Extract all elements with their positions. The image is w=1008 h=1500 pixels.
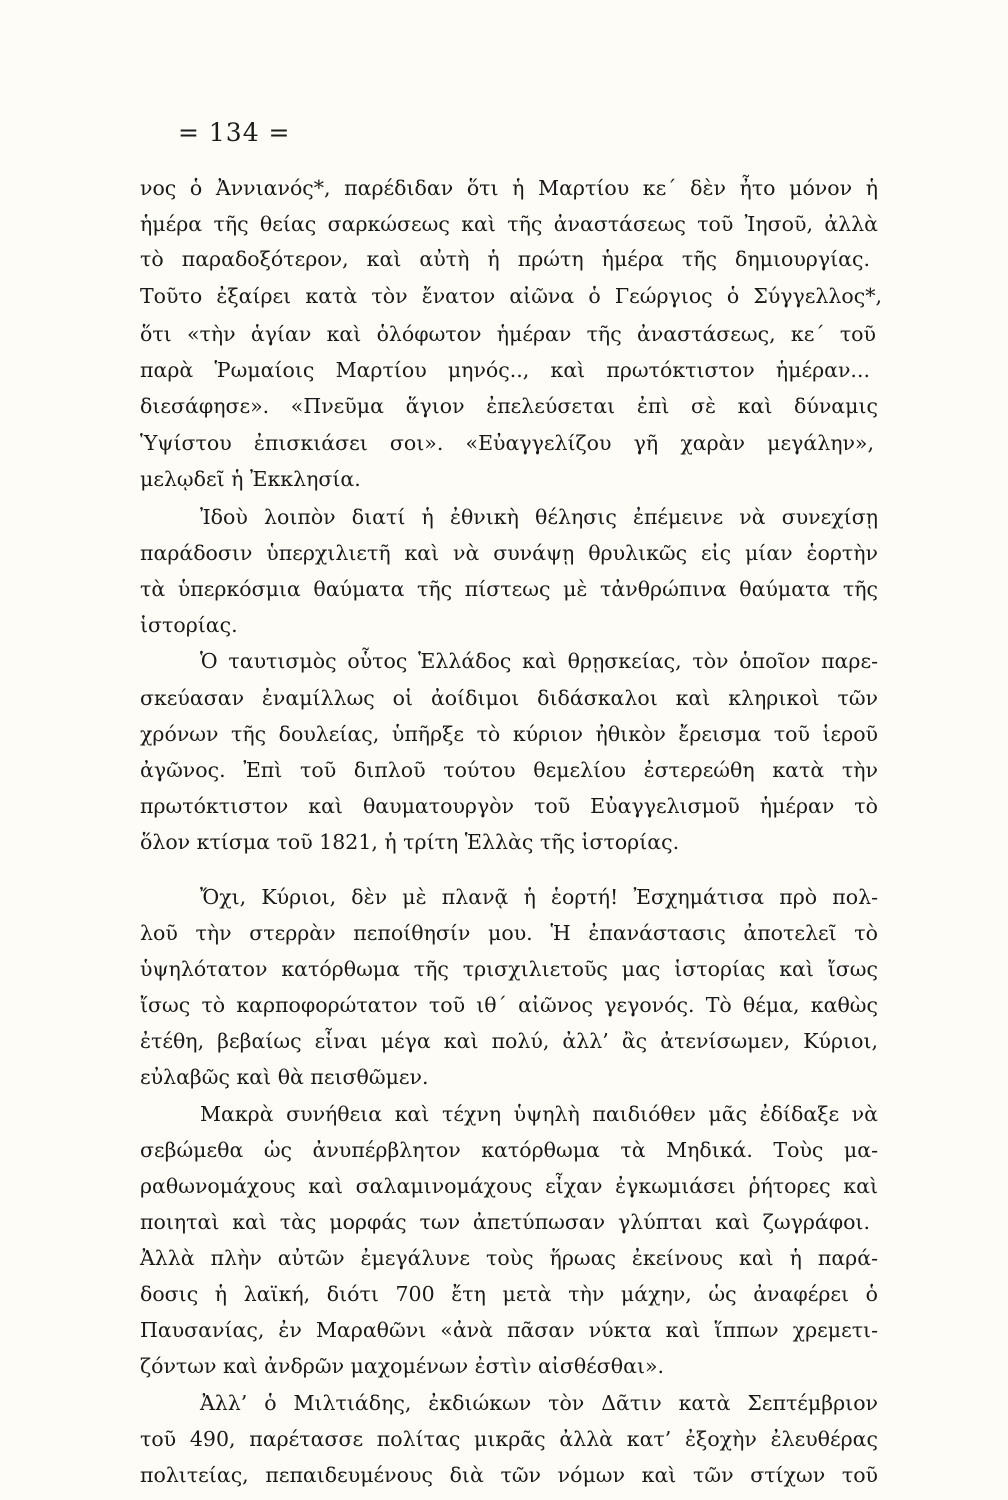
text-line: τὰ ὑπερκόσμια θαύματα τῆς πίστεως μὲ τἀνθρώπινα θαύματα τῆς [140,577,878,601]
text-line: ζόντων καὶ ἀνδρῶν μαχομένων ἐστὶν αἰσθέσθαι». [140,1354,665,1378]
text-line: ραθωνομάχους καὶ σαλαμινομάχους εἶχαν ἐγκωμιάσει ῥήτορες καὶ [140,1174,878,1198]
text-line: ποιηταὶ καὶ τὰς μορφάς των ἀπετύπωσαν γλύπται καὶ ζωγράφοι. [140,1210,870,1234]
text-line: σεβώμεθα ὡς ἀνυπέρβλητον κατόρθωμα τὰ Μηδικά. Τοὺς μα- [140,1138,878,1162]
text-line: ὑψηλότατον κατόρθωμα τῆς τρισχιλιετοῦς μας ἱστορίας καὶ ἴσως [140,957,878,981]
text-line: χρόνων τῆς δουλείας, ὑπῆρξε τὸ κύριον ἠθικὸν ἔρεισμα τοῦ ἱεροῦ [140,722,878,746]
text-line: Τοῦτο ἐξαίρει κατὰ τὸν ἔνατον αἰῶνα ὁ Γεώργιος ὁ Σύγγελλος*, [140,284,882,308]
text-line: Παυσανίας, ἐν Μαραθῶνι «ἀνὰ πᾶσαν νύκτα καὶ ἵππων χρεμετι- [140,1318,878,1342]
text-line: μελῳδεῖ ἡ Ἐκκλησία. [140,467,361,491]
text-line: Ὁ ταυτισμὸς οὗτος Ἑλλάδος καὶ θρῃσκείας, τὸν ὁποῖον παρε- [200,649,878,673]
text-line: τοῦ 490, παρέτασσε πολίτας μικρᾶς ἀλλὰ κατ’ ἐξοχὴν ἐλευθέρας [140,1427,878,1451]
text-line: ὅλον κτίσμα τοῦ 1821, ἡ τρίτη Ἑλλὰς τῆς ἱστορίας. [140,830,680,854]
text-line: Ἀλλὰ πλὴν αὐτῶν ἐμεγάλυνε τοὺς ἥρωας ἐκείνους καὶ ἡ παρά- [140,1246,878,1270]
text-line: εὐλαβῶς καὶ θὰ πεισθῶμεν. [140,1065,429,1089]
text-line: Ἀλλ’ ὁ Μιλτιάδης, ἐκδιώκων τὸν Δᾶτιν κατὰ Σεπτέμβριον [200,1391,878,1415]
text-line: Ὑψίστου ἐπισκιάσει σοι». «Εὐαγγελίζου γῆ χαρὰν μεγάλην», [140,431,874,455]
text-line: νος ὁ Ἀννιανός*, παρέδιδαν ὅτι ἡ Μαρτίου κε΄ δὲν ἦτο μόνον ἡ [140,176,878,200]
text-line: Ὄχι, Κύριοι, δὲν μὲ πλανᾷ ἡ ἑορτή! Ἐσχημάτισα πρὸ πολ- [200,885,878,909]
text-line: ἀγῶνος. Ἐπὶ τοῦ διπλοῦ τούτου θεμελίου ἐστερεώθη κατὰ τὴν [140,758,878,782]
text-line: διεσάφησε». «Πνεῦμα ἅγιον ἐπελεύσεται ἐπὶ σὲ καὶ δύναμις [140,394,878,418]
text-line: σκεύασαν ἐναμίλλως οἱ ἀοίδιμοι διδάσκαλοι καὶ κληρικοὶ τῶν [140,686,878,710]
text-line: Ἰδοὺ λοιπὸν διατί ἡ ἐθνικὴ θέλησις ἐπέμεινε νὰ συνεχίσῃ [200,505,878,529]
text-line: παράδοσιν ὑπερχιλιετῆ καὶ νὰ συνάψῃ θρυλικῶς εἰς μίαν ἑορτὴν [140,541,878,565]
text-line: δοσις ἡ λαϊκή, διότι 700 ἔτη μετὰ τὴν μάχην, ὡς ἀναφέρει ὁ [140,1282,878,1306]
text-line: ἴσως τὸ καρποφορώτατον τοῦ ιθ΄ αἰῶνος γεγονός. Τὸ θέμα, καθὼς [140,993,878,1017]
text-line: ἐτέθη, βεβαίως εἶναι μέγα καὶ πολύ, ἀλλ’ ἂς ἀτενίσωμεν, Κύριοι, [140,1029,878,1053]
text-line: Μακρὰ συνήθεια καὶ τέχνη ὑψηλὴ παιδιόθεν μᾶς ἐδίδαξε νὰ [200,1102,878,1126]
text-line: πρωτόκτιστον καὶ θαυματουργὸν τοῦ Εὐαγγελισμοῦ ἡμέραν τὸ [140,794,878,818]
text-line: ἡμέρα τῆς θείας σαρκώσεως καὶ τῆς ἀναστάσεως τοῦ Ἰησοῦ, ἀλλὰ [140,212,878,236]
text-line: παρὰ Ῥωμαίοις Μαρτίου μηνός.., καὶ πρωτόκτιστον ἡμέραν... [140,358,870,382]
text-line: λοῦ τὴν στερρὰν πεποίθησίν μου. Ἡ ἐπανάστασις ἀποτελεῖ τὸ [140,921,878,945]
text-line: ὅτι «τὴν ἁγίαν καὶ ὁλόφωτον ἡμέραν τῆς ἀναστάσεως, κε΄ τοῦ [140,322,876,346]
text-line: τὸ παραδοξότερον, καὶ αὐτὴ ἡ πρώτη ἡμέρα τῆς δημιουργίας. [140,247,870,271]
text-line: ἱστορίας. [140,613,238,637]
page-number: = 134 = [178,118,291,147]
text-line: πολιτείας, πεπαιδευμένους διὰ τῶν νόμων καὶ τῶν στίχων τοῦ [140,1463,878,1487]
